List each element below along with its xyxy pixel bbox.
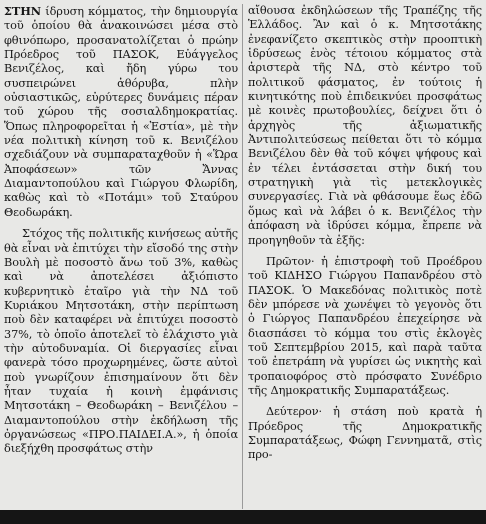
paragraph-second-point: Δεύτερον· ἡ στάση ποὺ κρατὰ ἡ Πρόεδρος τῆς Δημοκρατικῆς Συμπαρατάξεως, Φώφη Γεννηματᾶ, στὶς προ-	[248, 405, 482, 462]
right-column	[248, 4, 482, 463]
paragraph-first-point: Πρῶτον· ἡ ἐπιστροφὴ τοῦ Προέδρου τοῦ ΚΙΔΗΣΟ Γιώργου Παπανδρέου στὸ ΠΑΣΟΚ. Ὁ Μακεδόνας πολιτικὸς ποτὲ δὲν μπόρεσε νὰ χωνέψει τὸ γεγονὸς ὅτι ὁ Γιώργος Παπανδρέου ἐπεχείρησε νὰ διασπάσει τὸ κόμμα του στὶς ἐκλογὲς τοῦ Σεπτεμβρίου 2015, καὶ παρὰ ταῦτα τοῦ ἐπετράπη νὰ γυρίσει ὡς νικητὴς καὶ τροπαιοφόρος στὸ πρόσφατο Συνέδριο τῆς Δημοκρατικῆς Συμπαρατάξεως.	[248, 254, 482, 397]
paragraph-intro	[4, 4, 238, 220]
intro-body: ίδρυση κόμματος, τὴν δημιουργία τοῦ ὁποίου θὰ ἀνακοινώσει μέσα στὸ φθινόπωρο, προσανατολίζεται ὁ πρώην Πρόεδρος τοῦ ΠΑΣΟΚ, Εὐάγγελος Βενιζέλος, καὶ ἤδη γύρω του συσπειρώνει ἀθόρυβα, πλὴν οὐσιαστικῶς, εὐρύτερες δυνάμεις πέραν τοῦ χώρου τῆς σοσιαλδημοκρατίας. Ὅπως πληροφορεῖται ἡ «Ἑστία», μὲ τὴν νέα πολιτικὴ κίνηση τοῦ κ. Βενιζέλου σχεδιάζουν νὰ συμπαραταχθοῦν ἡ «Ὥρα Ἀποφάσεων» τῶν Ἄννας Διαμαντοπούλου καὶ Γιώργου Φλωρίδη, καθὼς καὶ τὸ «Ποτάμι» τοῦ Σταύρου Θεοδωράκη.	[4, 5, 238, 219]
column-divider	[242, 4, 243, 509]
paragraph-goal: Στόχος τῆς πολιτικῆς κινήσεως αὐτῆς θὰ εἶναι νὰ ἐπιτύχει τὴν εἴσοδό της στὴν Βουλὴ μὲ ποσοστὸ ἄνω τοῦ 3%, καθὼς καὶ νὰ ἀποτελέσει ἀξιόπιστο κυβερνητικὸ ἑταῖρο γιὰ τὴν ΝΔ τοῦ Κυριάκου Μητσοτάκη, στὴν περίπτωση ποὺ δὲν καταφέρει νὰ ἐπιτύχει ποσοστὸ 37%, τὸ ὁποῖο ἀποτελεῖ τὸ ἐλάχιστο γιὰ τὴν αὐτοδυναμία. Οἱ διεργασίες εἶναι φανερὰ τόσο προχωρημένες, ὥστε αὐτοὶ ποὺ γνωρίζουν ἐπισημαίνουν ὅτι δὲν ἦταν τυχαία ἡ κοινὴ ἐμφάνισις Μητσοτάκη – Θεοδωράκη – Βενιζέλου – Διαμαντοπούλου στὴν ἐκδήλωση τῆς ὀργανώσεως «ΠΡΟ.ΠΑΙΔΕΙ.Α.», ἡ ὁποία διεξήχθη προσφάτως στὴν	[4, 227, 238, 456]
paragraph-continuation: αἴθουσα ἐκδηλώσεων τῆς Τραπέζης τῆς Ἑλλάδος. Ἂν καὶ ὁ κ. Μητσοτάκης ἐνεφανίζετο σκεπτικὸς στὴν προοπτικὴ ἱδρύσεως ἑνὸς τέτοιου κόμματος στὰ ἀριστερὰ τῆς ΝΔ, στὸ κέντρο τοῦ πολιτικοῦ φάσματος, ἐν τούτοις ἡ κινητικότης ποὺ ἐπιδεικνύει προσφάτως μὲ κοινὲς πρωτοβουλίες, δείχνει ὅτι ὁ ἀρχηγὸς τῆς ἀξιωματικῆς Ἀντιπολιτεύσεως πείθεται ὅτι τὸ κόμμα Βενιζέλου δὲν θὰ τοῦ κόψει ψήφους καὶ ἐν τέλει ἐντάσσεται στὴν δική του στρατηγικὴ γιὰ τὶς μετεκλογικὲς συνεργασίες. Γιὰ νὰ φθάσουμε ἕως ἐδῶ ὅμως καὶ νὰ λάβει ὁ κ. Βενιζέλος τὴν ἀπόφαση νὰ ἱδρύσει κόμμα, ἔπρεπε νὰ προηγηθοῦν τὰ ἑξῆς:	[248, 4, 482, 247]
page-bottom-edge	[0, 510, 486, 524]
left-column	[4, 4, 238, 457]
lead-word: ΣΤΗΝ	[4, 4, 41, 18]
